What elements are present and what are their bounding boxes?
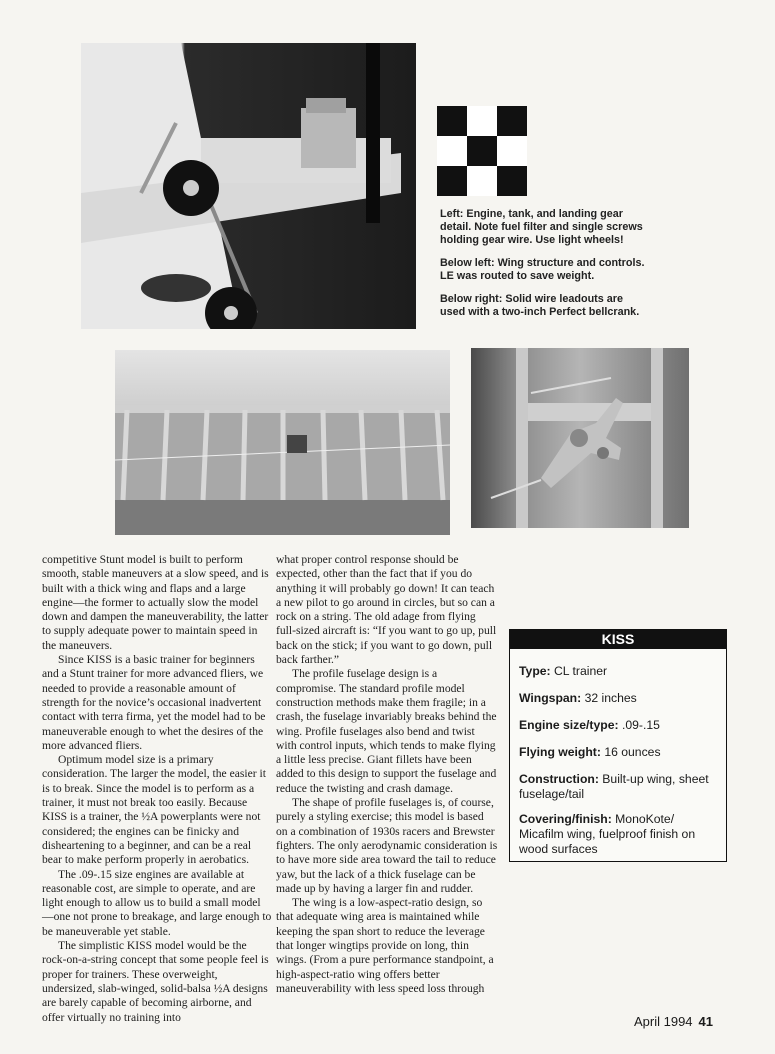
caption-below-left: Below left: Wing structure and controls. LE was routed to save weight. bbox=[440, 257, 645, 282]
caption-left: Left: Engine, tank, and landing gear detail. Note fuel filter and single screws holding gear wire. Use light wheels! bbox=[440, 208, 643, 246]
body-column-2 bbox=[276, 553, 498, 996]
caption-below-right: Below right: Solid wire leadouts are used with a two-inch Perfect bellcrank. bbox=[440, 293, 640, 318]
paragraph: The shape of profile fuselages is, of course, purely a styling exercise; this model is based on a combination of 1930s racers and Brewster fighters. The only aerodynamic consideration is to have more side area toward the tail to reduce yaw, but the lack of a thick fuselage can be made up by having a larger fin and rudder. bbox=[276, 796, 498, 895]
page-footer bbox=[634, 1014, 713, 1029]
paragraph: Since KISS is a basic trainer for beginners and a Stunt trainer for more advanced fliers, we needed to provide a reasonable amount of strength for the novice’s occasional inadvertent contact with terra firma, yet the model had to be maneuverable enough to whet the desires of the more advanced fliers. bbox=[42, 653, 266, 752]
paragraph: Optimum model size is a primary consideration. The larger the model, the easier it is to break. Since the model is to perform as a trainer, it must not break too easily. Because KISS is a trainer, the ½A powerplants were not considered; the engines can be finicky and disheartening to a beginner, and can be a real bear to make perform properly in aerobatics. bbox=[42, 753, 266, 867]
spec-engine: Engine size/type: .09-.15 bbox=[519, 718, 660, 732]
paragraph: The .09-.15 size engines are available at reasonable cost, are simple to operate, and are light enough to allow us to build a small model—one not prone to breakage, and large enough to be maneuverable yet stable. bbox=[42, 867, 272, 938]
paragraph: The wing is a low-aspect-ratio design, so that adequate wing area is maintained while keeping the span short to reduce the leverage that longer wingtips provide on long, thin wings. (From a pure performance standpoint, a high-aspect-ratio wing offers better maneuverability with less speed loss through bbox=[276, 896, 494, 995]
checker-logo bbox=[437, 106, 527, 196]
spec-construction: Construction: Built-up wing, sheet fuselage/tail bbox=[519, 772, 709, 801]
spec-wingspan: Wingspan: 32 inches bbox=[519, 691, 637, 705]
bellcrank-photo-illustration bbox=[471, 348, 689, 528]
wing-photo-illustration bbox=[115, 350, 450, 535]
spec-weight: Flying weight: 16 ounces bbox=[519, 745, 661, 759]
wing-photo bbox=[115, 350, 450, 535]
paragraph: what proper control response should be expected, other than the fact that if you do anything it will probably go down! It can teach a new pilot to go around in circles, but so can a rock on a string. The old adage from flying full-sized aircraft is: “If you want to go up, pull back on the stick; if you want to go down, pull back farther.” bbox=[276, 553, 497, 667]
paragraph: The simplistic KISS model would be the rock-on-a-string concept that some people feel is proper for trainers. These overweight, undersized, slab-winged, solid-balsa ½A designs are barely capable of becoming airborne, and offer virtually no training into bbox=[42, 939, 269, 1024]
bellcrank-photo bbox=[471, 348, 689, 528]
spec-box bbox=[509, 629, 727, 862]
engine-photo bbox=[81, 43, 416, 329]
paragraph: competitive Stunt model is built to perform smooth, stable maneuvers at a slow speed, and is built with a thick wing and flaps and a large engine—the former to actually slow the model down and dampen the maneuverability, the latter to supply adequate power to maintain speed in the maneuvers. bbox=[42, 553, 269, 652]
engine-photo-illustration bbox=[81, 43, 416, 329]
paragraph: The profile fuselage design is a compromise. The standard profile model construction methods make them fragile; in a crash, the fuselage invariably breaks behind the wing. Profile fuselages also bend and twist with control inputs, which tends to make flying a little less precise. Giant fillets have been added to this design to support the fuselage and reduce the twisting and crash damage. bbox=[276, 667, 497, 795]
spec-covering: Covering/finish: MonoKote/ Micafilm wing, fuelproof finish on wood surfaces bbox=[519, 812, 696, 856]
page-number: 41 bbox=[698, 1014, 713, 1029]
issue-date: April 1994 bbox=[633, 1014, 693, 1029]
spec-type: Type: CL trainer bbox=[519, 664, 608, 678]
spec-box-title: KISS bbox=[510, 630, 726, 649]
body-column-1 bbox=[42, 553, 272, 1025]
